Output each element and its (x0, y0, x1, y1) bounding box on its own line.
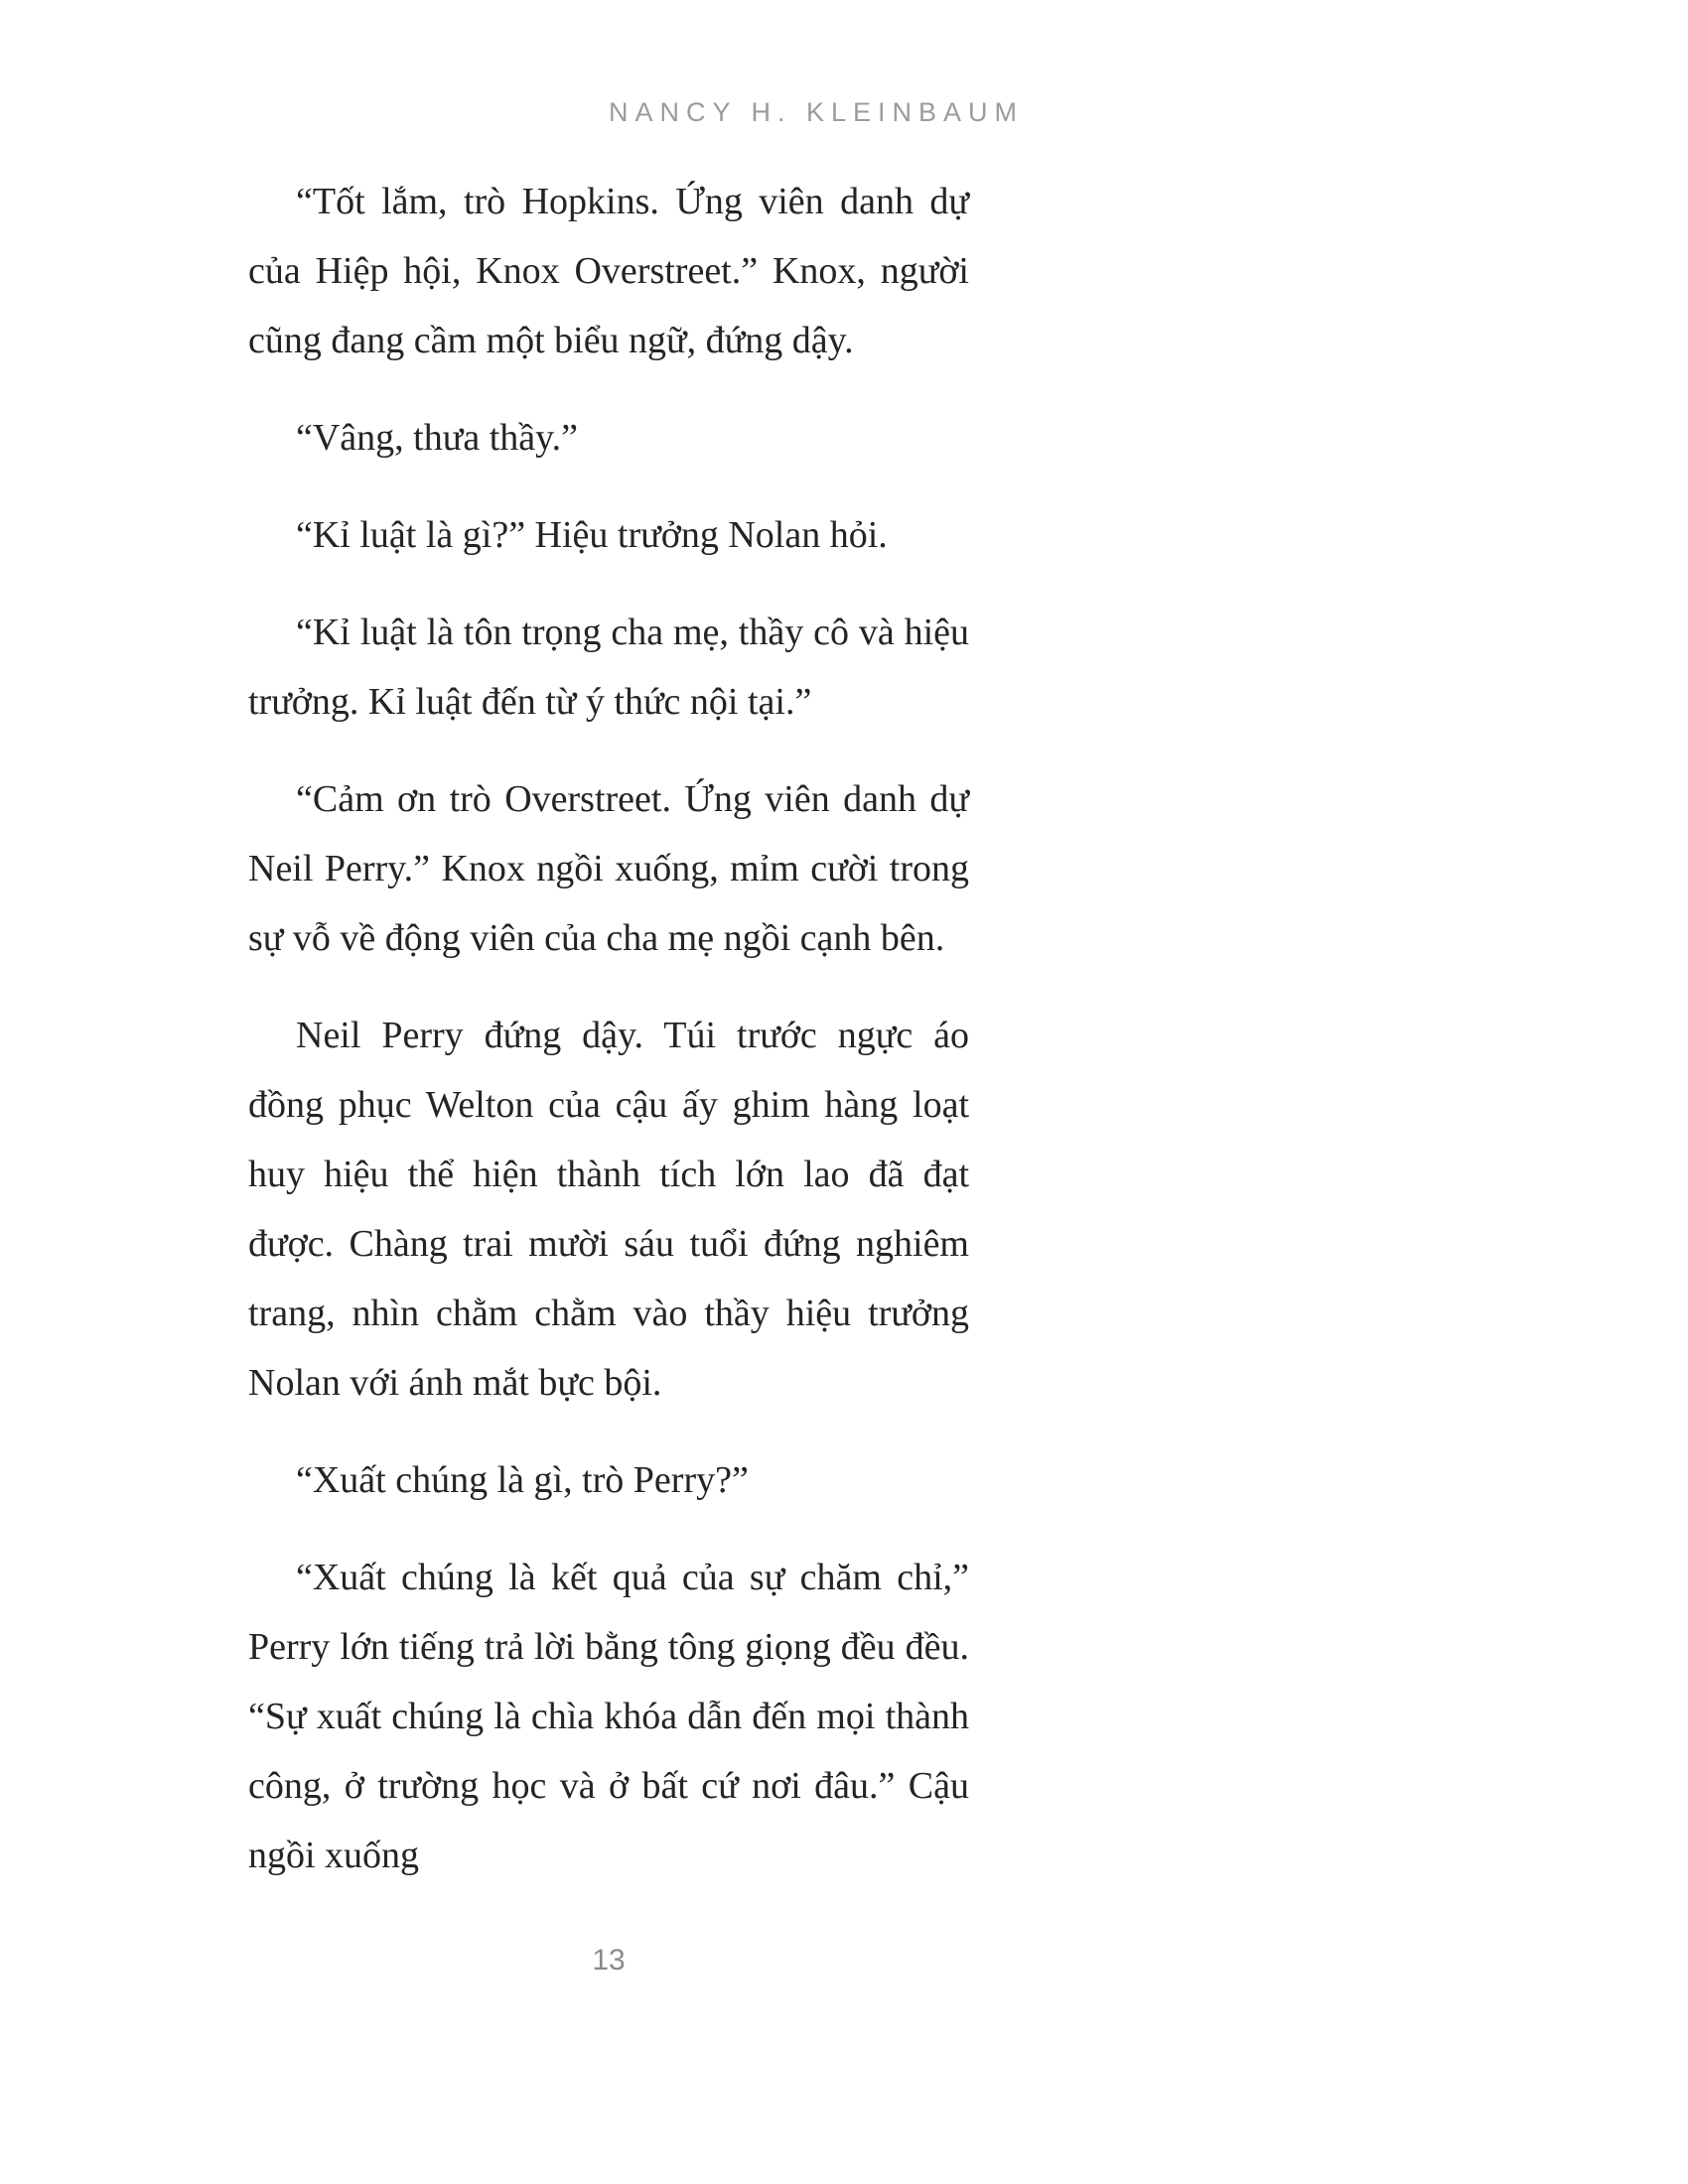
body-text-block (248, 167, 969, 1918)
paragraph: “Kỉ luật là gì?” Hiệu trưởng Nolan hỏi. (296, 514, 888, 556)
paragraph: “Tốt lắm, trò Hopkins. Ứng viên danh dự của Hiệp hội, Knox Overstreet.” Knox, người cũng đang cầm một biểu ngữ, đứng dậy. (248, 181, 969, 361)
paragraph: Neil Perry đứng dậy. Túi trước ngực áo đồng phục Welton của cậu ấy ghim hàng loạt huy hiệu thể hiện thành tích lớn lao đã đạt được. Chàng trai mười sáu tuổi đứng nghiêm trang, nhìn chằm chằm vào thầy hiệu trưởng Nolan với ánh mắt bực bội. (248, 1015, 969, 1404)
page-number: 13 (592, 1944, 626, 1977)
paragraph: “Xuất chúng là gì, trò Perry?” (296, 1459, 749, 1501)
paragraph: “Cảm ơn trò Overstreet. Ứng viên danh dự Neil Perry.” Knox ngồi xuống, mỉm cười trong sự vỗ về động viên của cha mẹ ngồi cạnh bên. (248, 778, 969, 959)
running-header-author: NANCY H. KLEINBAUM (608, 97, 1025, 127)
paragraph: “Xuất chúng là kết quả của sự chăm chỉ,” Perry lớn tiếng trả lời bằng tông giọng đều đều. “Sự xuất chúng là chìa khóa dẫn đến mọi thành công, ở trường học và ở bất cứ nơi đâu.” Cậu ngồi xuống (248, 1557, 969, 1876)
paragraph: “Kỉ luật là tôn trọng cha mẹ, thầy cô và hiệu trưởng. Kỉ luật đến từ ý thức nội tại.” (248, 612, 969, 723)
paragraph: “Vâng, thưa thầy.” (296, 417, 579, 459)
